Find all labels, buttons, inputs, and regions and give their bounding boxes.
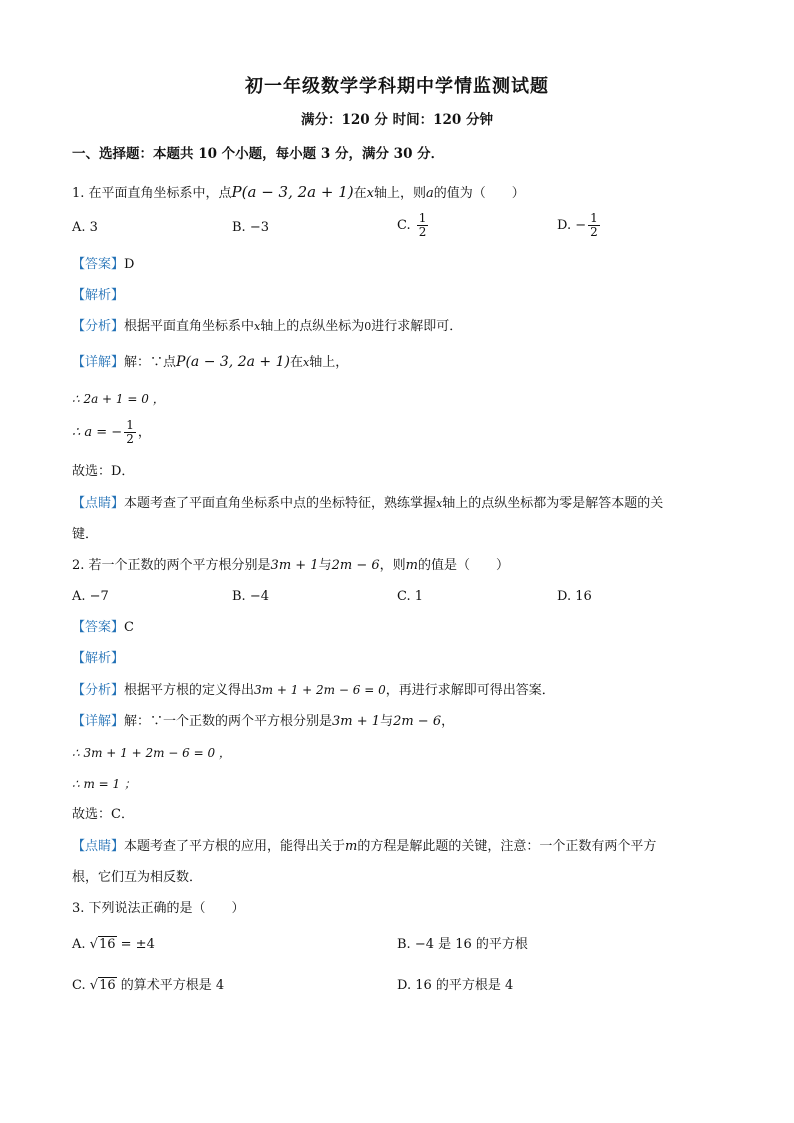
q2-step2: ∴ m = 1 ；	[72, 777, 136, 791]
q2-choose: 故选：C．	[72, 807, 134, 822]
q2-option-a: A. −7	[72, 589, 109, 604]
q2-dianjing-cont: 根，它们互为相反数．	[72, 870, 203, 885]
q1-step1: ∴ 2a + 1 = 0 ，	[72, 392, 165, 406]
q2-option-b: B. −4	[232, 589, 269, 604]
q3-option-c: C. √16 的算术平方根是 4	[72, 976, 224, 996]
q1-dianjing: 【点睛】本题考查了平面直角坐标系中点的坐标特征，熟练掌握x轴上的点纵坐标都为零是解答本题的关	[72, 496, 664, 511]
page-title: 初一年级数学学科期中学情监测试题	[245, 76, 549, 97]
q3-option-a: A. √16 = ±4	[72, 935, 155, 955]
q1-choose: 故选：D．	[72, 464, 135, 479]
q1-option-a: A. 3	[72, 220, 98, 235]
fraction: $\frac{1}{2}$	[590, 211, 598, 239]
exam-subtitle: 满分：120 分 时间：120 分钟	[301, 112, 493, 128]
q1-dianjing-cont: 键．	[72, 527, 99, 542]
q1-analysis-heading: 【解析】	[72, 288, 125, 303]
q1-option-b: B. −3	[232, 220, 269, 235]
q2-xiangjie: 【详解】解：∵一个正数的两个平方根分别是3m + 1与2m − 6，	[72, 714, 455, 729]
sqrt-symbol: √16	[89, 937, 116, 952]
q2-option-c: C. 1	[397, 589, 424, 604]
q1-answer: 【答案】D	[72, 257, 135, 272]
q2-option-d: D. 16	[557, 589, 592, 604]
q3-stem: 3. 下列说法正确的是（ ）	[72, 901, 245, 916]
q2-dianjing: 【点睛】本题考查了平方根的应用，能得出关于m的方程是解此题的关键，注意：一个正数有两个平方	[72, 839, 657, 854]
q1-step2: ∴ a = − $\frac{1}{2}$ ，	[72, 418, 151, 446]
section-heading: 一、选择题：本题共 10 个小题，每小题 3 分，满分 30 分．	[72, 146, 445, 162]
q1-xiangjie: 【详解】解：∵点P(a − 3, 2a + 1)在x轴上，	[72, 354, 349, 370]
q2-analysis-heading: 【解析】	[72, 651, 125, 666]
q3-option-b: B. −4 是 16 的平方根	[397, 937, 528, 952]
q1-point: P(a − 3, 2a + 1)	[231, 183, 354, 201]
q2-fenxi: 【分析】根据平方根的定义得出3m + 1 + 2m − 6 = 0，再进行求解即可得出答案．	[72, 683, 555, 698]
q2-stem: 2. 若一个正数的两个平方根分别是3m + 1与2m − 6，则m的值是（ ）	[72, 558, 509, 573]
q1-stem: 1. 在平面直角坐标系中，点P(a − 3, 2a + 1)在x轴上，则a的值为（ ）	[72, 183, 525, 201]
q1-option-d: D. − $\frac{1}{2}$	[557, 211, 598, 239]
q3-option-d: D. 16 的平方根是 4	[397, 978, 514, 993]
sqrt-symbol: √16	[89, 978, 116, 993]
q2-step1: ∴ 3m + 1 + 2m − 6 = 0 ，	[72, 746, 231, 760]
q2-answer: 【答案】C	[72, 620, 134, 635]
q1-fenxi: 【分析】根据平面直角坐标系中x轴上的点纵坐标为0进行求解即可．	[72, 319, 463, 334]
fraction: $\frac{1}{2}$	[418, 211, 427, 239]
q1-option-c: C. $\frac{1}{2}$	[397, 211, 427, 239]
